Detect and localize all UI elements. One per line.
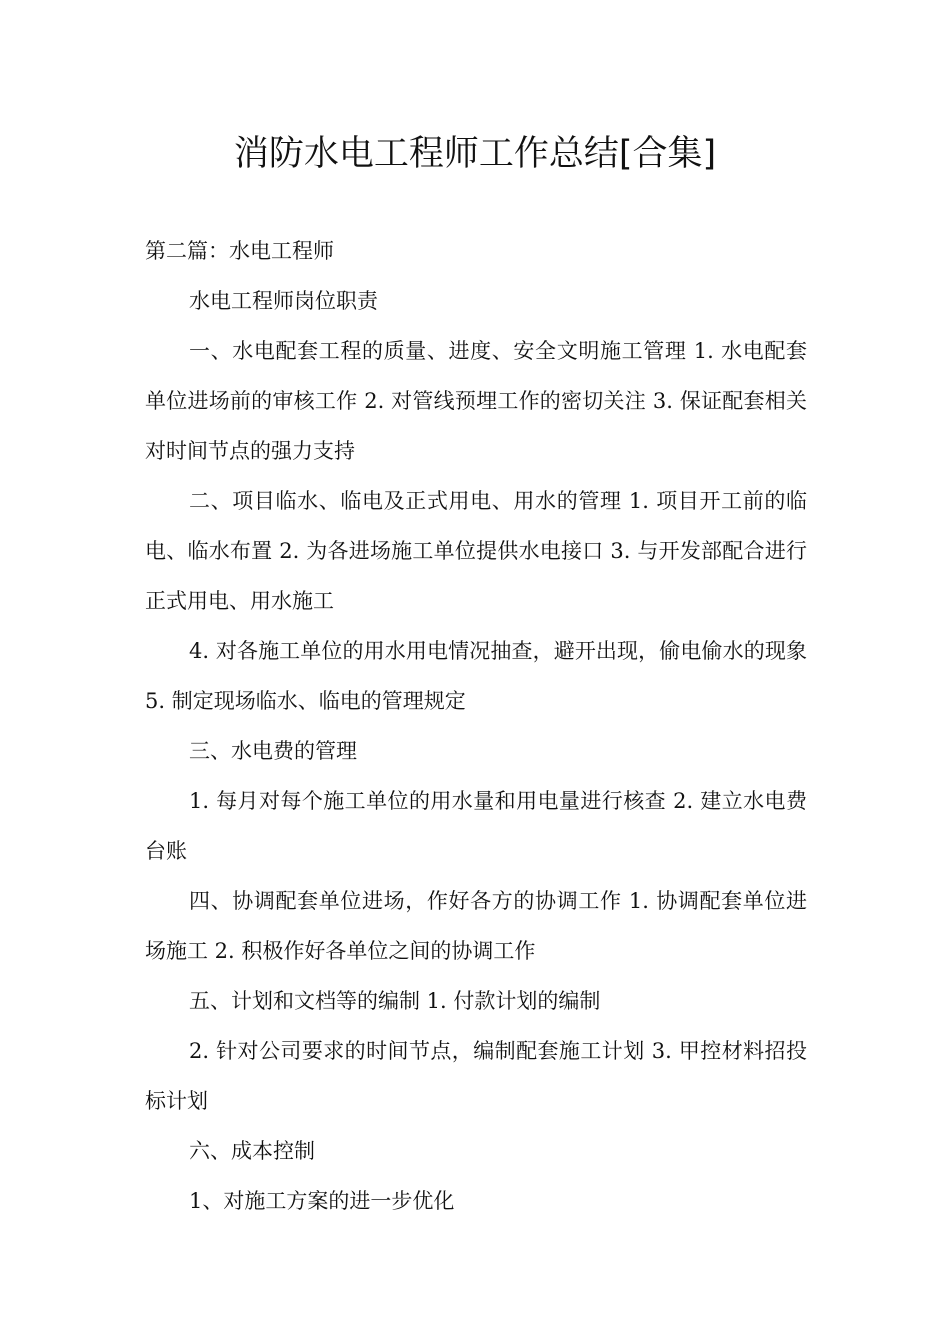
paragraph: 1. 每月对每个施工单位的用水量和用电量进行核查 2. 建立水电费台账 [145,789,807,863]
paragraph: 2. 针对公司要求的时间节点，编制配套施工计划 3. 甲控材料招投标计划 [145,1039,807,1113]
paragraph: 第二篇：水电工程师 [145,239,334,263]
paragraph: 一、水电配套工程的质量、进度、安全文明施工管理 1. 水电配套单位进场前的审核工作 2. 对管线预埋工作的密切关注 3. 保证配套相关对时间节点的强力支持 [145,339,807,463]
document-title: 消防水电工程师工作总结[合集] [233,134,717,174]
document-body [145,226,807,1226]
paragraph: 五、计划和文档等的编制 1. 付款计划的编制 [189,989,601,1013]
paragraph: 4. 对各施工单位的用水用电情况抽查，避开出现，偷电偷水的现象 5. 制定现场临水、临电的管理规定 [145,639,807,713]
paragraph: 六、成本控制 [189,1139,315,1163]
paragraph: 二、项目临水、临电及正式用电、用水的管理 1. 项目开工前的临电、临水布置 2. 为各进场施工单位提供水电接口 3. 与开发部配合进行正式用电、用水施工 [145,489,807,613]
paragraph: 四、协调配套单位进场，作好各方的协调工作 1. 协调配套单位进场施工 2. 积极作好各单位之间的协调工作 [145,889,807,963]
paragraph: 1、对施工方案的进一步优化 [189,1189,455,1213]
paragraph: 水电工程师岗位职责 [189,289,378,313]
paragraph: 三、水电费的管理 [189,739,357,763]
